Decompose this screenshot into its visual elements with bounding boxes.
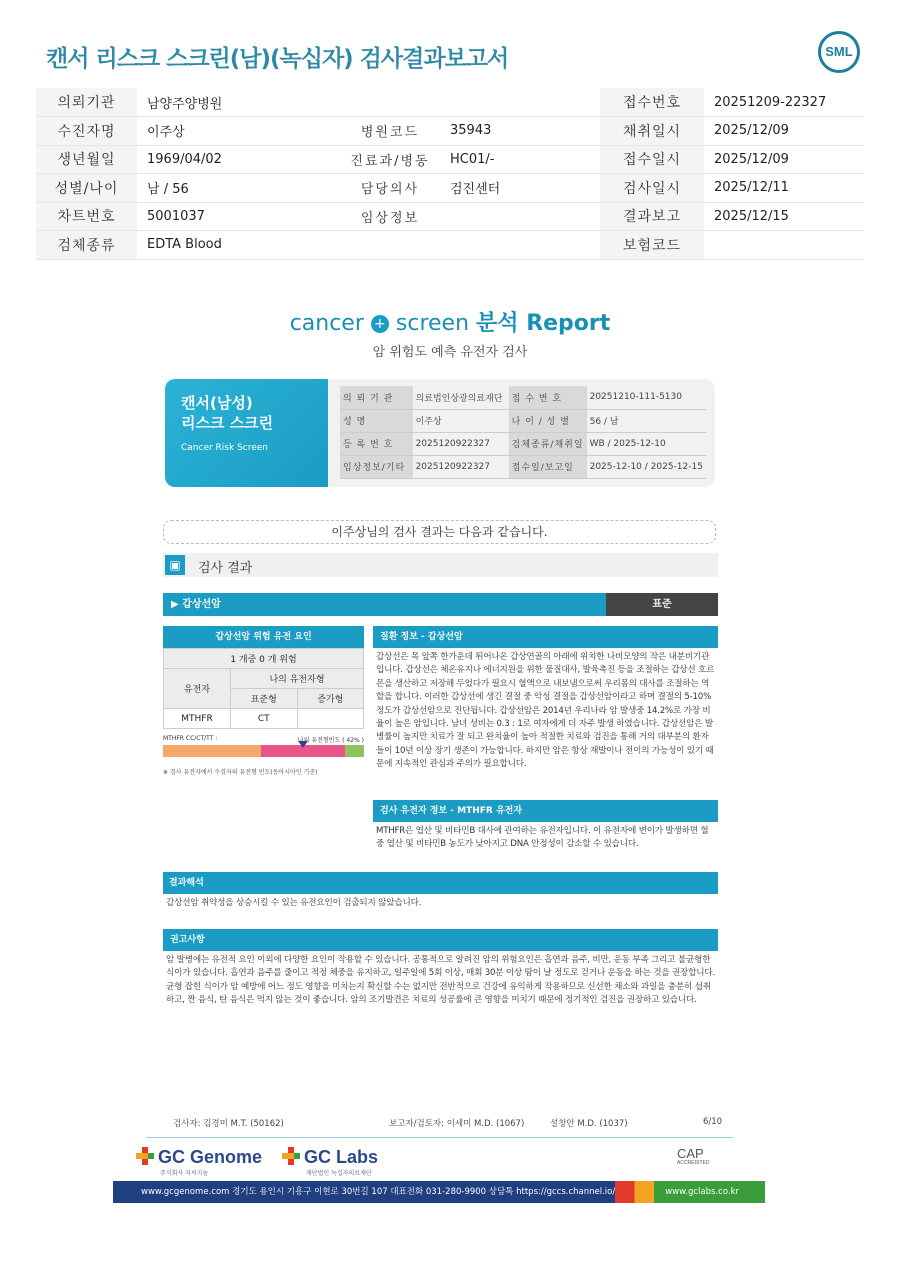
info-value xyxy=(704,231,864,260)
info-label xyxy=(340,231,440,260)
cancer-type-name: ▶ 갑상선암 xyxy=(163,593,606,616)
info-label: 진료과/병동 xyxy=(340,145,440,174)
info-value: 20251209-22327 xyxy=(704,88,864,117)
risk-note: ※ 검사 유전자에서 수검자의 유전형 빈도(동아시아인 기준) xyxy=(163,769,318,776)
patient-info-table xyxy=(36,88,864,260)
info-row xyxy=(36,174,864,203)
cap-accredited-logo: CAP ACCREDITED xyxy=(677,1146,710,1166)
info-label: 접수번호 xyxy=(600,88,704,117)
card-title-block: 캔서(남성) 리스크 스크린 Cancer Risk Screen xyxy=(165,379,328,487)
card-value: 56 / 남 xyxy=(587,409,706,432)
info-label: 담당의사 xyxy=(340,174,440,203)
info-value xyxy=(440,231,600,260)
info-value: 2025/12/11 xyxy=(704,174,864,203)
card-label: 접 수 번 호 xyxy=(509,386,587,409)
info-label: 생년월일 xyxy=(36,145,137,174)
info-row xyxy=(36,117,864,146)
card-label: 검체종류/채취일 xyxy=(509,432,587,455)
info-row xyxy=(36,145,864,174)
greeting-box: 이주상님의 검사 결과는 다음과 같습니다. xyxy=(163,520,716,544)
report-subtitle: 암 위험도 예측 유전자 검사 xyxy=(372,345,528,360)
info-value xyxy=(440,88,600,117)
page-number: 6/10 xyxy=(703,1117,723,1127)
advice-section: 권고사항 암 발병에는 유전적 요인 이외에 다양한 요인이 작용할 수 있습니다. 공통적으로 알려진 암의 위험요인은 흡연과 음주, 비만, 운동 부족 그리고 불균형한 식이가 있습니다. 흡연과 음주를 줄이고 적정 체중을 유지하고, 일주일에 5회 이상, 매회 30분 이상 땀이 날 정도로 걷거나 운동을 하는 것을 권장합니다. 균형 잡힌 식이가 암 예방에 어느 정도 영향을 미치는지 확신할 수는 없지만 전반적으로 건강에 유익하게 작용하므로 신선한 채소와 과일을 충분히 섭취하고, 짠 음식, 탄 음식은 먹지 않는 것이 좋습니다. 암의 조기발견은 치료의 성공률에 큰 영향을 미치기 때문에 정기적인 검진을 권장하고 있습니다. xyxy=(163,929,718,1008)
card-grid xyxy=(340,386,706,479)
info-label: 수진자명 xyxy=(36,117,137,146)
card-label: 접수일/보고일 xyxy=(509,455,587,478)
info-row xyxy=(36,88,864,117)
info-value: 이주상 xyxy=(137,117,340,146)
info-label xyxy=(340,88,440,117)
disease-info: 질환 정보 - 갑상선암 갑상선은 목 앞쪽 한가운데 튀어나온 갑상연골의 아래에 위치한 나비모양의 작은 내분비기관입니다. 갑상선은 체온유지나 에너지원을 위한 물질대사, 발육촉진 등을 조절하는 갑상선 호르몬을 생산하고 저장해 두었다가 필요시 혈액으로 내보냄으로써 우리몸의 대사를 조절하는 역할을 합니다. 이러한 갑상선에 생긴 결절 중 악성 결절을 갑상선암이라고 하며 결절의 5-10%정도가 갑상선암으로 진단됩니다. 갑상선암은 2014년 우리나라 암 발생중 14.2%로 가장 비율이 높은 암입니다. 남녀 성비는 0.3 : 1로 여자에게 더 자주 발생 하였습니다. 갑상선암은 발병률이 높지만 치료가 잘 되고 완치율이 높아 적절한 치료와 검진을 통해 거의 대부분의 환자들이 10년 이상 장기 생존이 가능합니다. 하지만 암은 항상 재발이나 전이의 가능성이 있기 때문에 지속적인 관심과 주의가 필요합니다. xyxy=(373,626,718,772)
info-value: 1969/04/02 xyxy=(137,145,340,174)
info-value: 2025/12/09 xyxy=(704,145,864,174)
info-value: EDTA Blood xyxy=(137,231,340,260)
info-value: 남 / 56 xyxy=(137,174,340,203)
info-value: HC01/- xyxy=(440,145,600,174)
card-label: 등 록 번 호 xyxy=(340,432,413,455)
gene-name-cell: MTHFR xyxy=(164,709,231,729)
card-value: 2025120922327 xyxy=(413,432,509,455)
info-label: 결과보고 xyxy=(600,202,704,231)
card-value: 의료법인상광의료재단 xyxy=(413,386,509,409)
folder-plus-icon: ▣ xyxy=(165,555,185,575)
info-label: 접수일시 xyxy=(600,145,704,174)
info-row xyxy=(36,231,864,260)
gc-cross-icon xyxy=(282,1147,300,1165)
card-value: WB / 2025-12-10 xyxy=(587,432,706,455)
card-row xyxy=(340,409,706,432)
info-value: 35943 xyxy=(440,117,600,146)
card-label: 임상정보/기타 xyxy=(340,455,413,478)
gc-genome-logo: GC Genome xyxy=(136,1147,262,1168)
info-value: 2025/12/09 xyxy=(704,117,864,146)
risk-box-header: 갑상선암 위험 유전 요인 xyxy=(163,626,364,648)
risk-table: 1 개중 0 개 위험 유전자 나의 유전자형 표준형 증가형 MTHFR CT xyxy=(163,648,364,729)
report-title: 캔서 리스크 스크린(남)(녹십자) 검사결과보고서 xyxy=(46,46,509,72)
risk-count: 1 개중 0 개 위험 xyxy=(164,649,364,669)
footer-address-band: www.gcgenome.com 경기도 용인시 기흥구 이현로 30번길 107 대표전화 031-280-9900 상담톡 https://gccs.channel.io/ www.gclabs.co.kr xyxy=(113,1181,765,1203)
card-value: 20251210-111-5130 xyxy=(587,386,706,409)
info-value: 검진센터 xyxy=(440,174,600,203)
sml-logo: SML xyxy=(818,31,860,73)
card-value: 2025120922327 xyxy=(413,455,509,478)
genotype-frequency-bar xyxy=(163,745,364,757)
reviewer: 보고자/검토자: 이세미 M.D. (1067) xyxy=(389,1119,525,1129)
info-value xyxy=(440,202,600,231)
approver: 설창안 M.D. (1037) xyxy=(550,1119,628,1129)
increase-genotype xyxy=(297,709,364,729)
cancer-type-bar xyxy=(163,593,718,616)
card-row xyxy=(340,386,706,409)
interpretation-section: 결과해석 갑상선암 취약성을 상승시킬 수 있는 유전요인이 검출되지 않았습니다. xyxy=(163,872,718,910)
my-genotype-marker xyxy=(298,741,308,748)
info-label: 임상정보 xyxy=(340,202,440,231)
tester: 검사자: 김경미 M.T. (50162) xyxy=(173,1119,284,1129)
status-badge: 표준 xyxy=(606,593,718,616)
info-label: 차트번호 xyxy=(36,202,137,231)
patient-card xyxy=(165,379,715,487)
card-value: 이주상 xyxy=(413,409,509,432)
info-value: 남양주양병원 xyxy=(137,88,340,117)
card-label: 나 이 / 성 별 xyxy=(509,409,587,432)
info-label: 병원코드 xyxy=(340,117,440,146)
standard-genotype: CT xyxy=(231,709,298,729)
card-row xyxy=(340,432,706,455)
gene-info: 검사 유전자 정보 - MTHFR 유전자 MTHFR은 엽산 및 비타민B 대사에 관여하는 유전자입니다. 이 유전자에 변이가 발생하면 혈중 엽산 및 비타민B 농도가 낮아지고 DNA 안정성이 감소할 수 있습니다. xyxy=(373,800,718,852)
card-row xyxy=(340,455,706,478)
card-value: 2025-12-10 / 2025-12-15 xyxy=(587,455,706,478)
info-value: 5001037 xyxy=(137,202,340,231)
risk-factor-box: 갑상선암 위험 유전 요인 1 개중 0 개 위험 유전자 나의 유전자형 표준형 증가형 MTHFR CT MTHFR CC/CT/TT : 나의 유전형빈도 ( 42% ) ※ 검사 유전자에서 수검자의 유전형 빈도(동아시아인 기준) xyxy=(163,626,364,776)
gc-labs-logo: GC Labs xyxy=(282,1147,378,1168)
info-row xyxy=(36,202,864,231)
risk-plus-icon: + xyxy=(371,315,389,333)
info-label: 성별/나이 xyxy=(36,174,137,203)
cancer-screen-logo: cancer + screen 분석 Report xyxy=(289,311,611,336)
info-label: 보험코드 xyxy=(600,231,704,260)
card-label: 의 뢰 기 관 xyxy=(340,386,413,409)
results-section-header: ▣ 검사 결과 xyxy=(163,553,718,577)
gc-cross-icon xyxy=(136,1147,154,1165)
info-label: 검사일시 xyxy=(600,174,704,203)
info-label: 채취일시 xyxy=(600,117,704,146)
info-label: 의뢰기관 xyxy=(36,88,137,117)
info-value: 2025/12/15 xyxy=(704,202,864,231)
info-label: 검체종류 xyxy=(36,231,137,260)
card-label: 성 명 xyxy=(340,409,413,432)
